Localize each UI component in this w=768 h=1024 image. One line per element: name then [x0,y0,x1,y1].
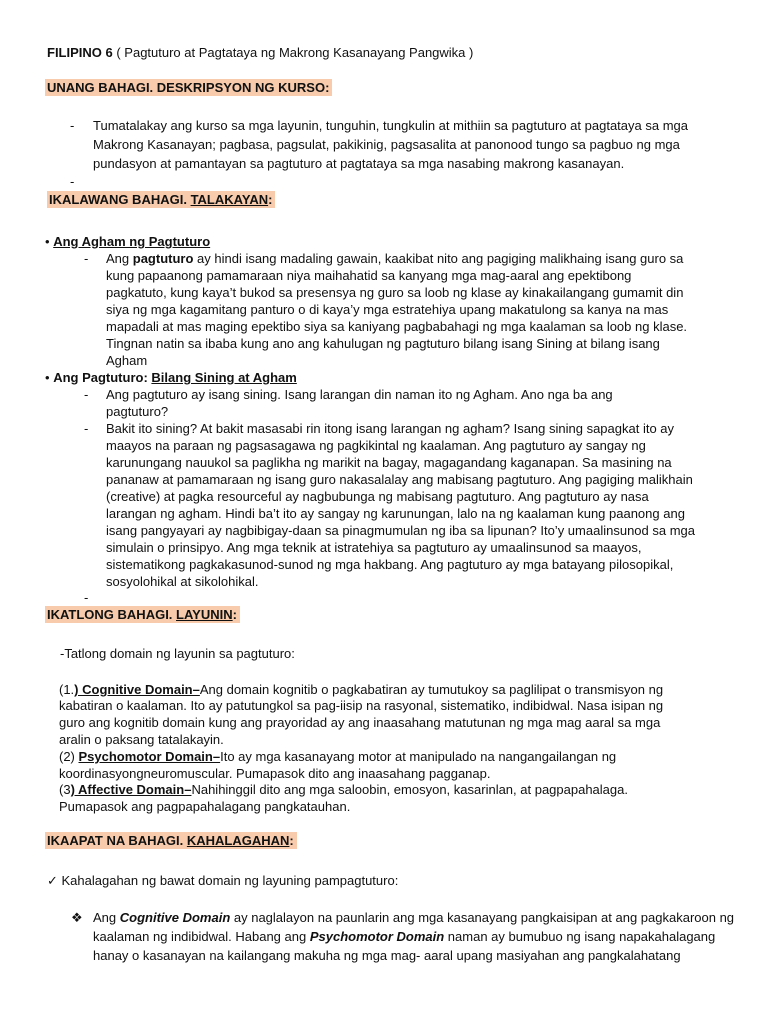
course-description-line: pundasyon at pamantayan sa pagtuturo at pagtataya sa mga nasabing makrong kasanayan. [93,156,625,171]
paragraph-line: Ang pagtuturo ay isang sining. Isang larangan din naman ito ng Agham. Ano nga ba ang [106,387,613,402]
list-dash: - [84,421,89,436]
paragraph-line: hanay o kasanayan na kailangang makuha ng mga mag- aaral upang masiyahan ang pangkalahatang [93,948,681,963]
paragraph-line: koordinasyongneuromuscular. Pumapasok dito ang inaasahang pagganap. [59,766,491,781]
affective-domain-line: (3) Affective Domain–Nahihinggil dito ang mga saloobin, emosyon, kasarinlan, at pagpapahalaga. [59,782,628,797]
paragraph-line: simulain o prinsipyo. Ang mga teknik at istratehiya sa pagtuturo ay umaalinsunod sa maayos, [106,540,642,555]
section-1-heading: UNANG BAHAGI. DESKRIPSYON NG KURSO: [45,79,332,96]
section-2-heading: IKALAWANG BAHAGI. TALAKAYAN: [47,191,275,208]
course-description-line: Makrong Kasanayan; pagbasa, pagsulat, pakikinig, pagsasalita at panonood tungo sa pagbuo ng mga [93,137,680,152]
paragraph-line: aralin o paksang tatalakayin. [59,732,224,747]
paragraph-line: sistematikong pagkakasunod-sunod ng mga hakbang. Ang pagtuturo ay mga batayang pilosopikal, [106,557,674,572]
document-title: FILIPINO 6 ( Pagtuturo at Pagtataya ng Makrong Kasanayang Pangwika ) [47,45,474,60]
paragraph-line: Tingnan natin sa ibaba kung ano ang kahulugan ng pagtuturo bilang isang Sining at bilang isang [106,336,660,351]
paragraph-line: maayos na paraan ng pagsasagawa ng pagkikintal ng kaalaman. Ang pagtuturo ay sangay ng [106,438,646,453]
list-dash: - [84,251,89,266]
section-4-heading: IKAAPAT NA BAHAGI. KAHALAGAHAN: [45,832,297,849]
paragraph-line: Pumapasok ang pagpapahalagang pangkatauhan. [59,799,351,814]
course-description-line: Tumatalakay ang kurso sa mga layunin, tunguhin, tungkulin at mithiin sa pagtuturo at pagtataya sa mga [93,118,688,133]
paragraph-line: pananaw at pamamaraan ng isang guro nakasalalay ang mabisang pagtuturo. Ang pagiging malikhain [106,472,693,487]
paragraph-line: Agham [106,353,148,368]
diamond-bullet-icon: ❖ [71,910,83,925]
paragraph-line: guro ang kognitib domain kung ang prayoridad ay ang inaasahang matutunan ng mga mag aaral sa mga [59,715,661,730]
paragraph-line: larangan ng agham. Hindi ba’t ito ay sangay ng karunungan, lalo na ng kaalaman kung paanong ang [106,506,685,521]
domains-intro: -Tatlong domain ng layunin sa pagtuturo: [60,646,295,661]
list-dash: - [84,387,89,402]
bullet-heading-agham: • Ang Agham ng Pagtuturo [45,234,211,249]
paragraph-line: kung papaanong pamamaraan niya maihahatid sa kanyang mga mag-aaral ang epektibong [106,268,632,283]
paragraph-line: kaalaman ng indibidwal. Habang ang Psychomotor Domain naman ay bumubuo ng isang napakahalagang [93,929,716,944]
paragraph-line: sosyolohikal at sikolohikal. [106,574,259,589]
paragraph-line: pagtuturo? [106,404,169,419]
psychomotor-domain-line: (2) Psychomotor Domain–Ito ay mga kasanayang motor at manipulado na nangangailangan ng [59,749,617,764]
paragraph-line: karunungang nauukol sa paglikha ng marikit na bagay, magagandang kaganapan. Sa masining na [106,455,672,470]
list-dash: - [70,174,75,189]
paragraph-line: (creative) at pagka resourceful ay nagbubunga ng mabisang pagtuturo. Ang pagtuturo ay nasa [106,489,649,504]
paragraph-line: Ang pagtuturo ay hindi isang madaling gawain, kaakibat nito ang pagiging malikhaing isang guro sa [106,251,684,266]
list-dash: - [84,590,89,605]
bullet-heading-sining: • Ang Pagtuturo: Bilang Sining at Agham [45,370,297,385]
paragraph-line: Bakit ito sining? At bakit masasabi rin itong isang larangan ng agham? Isang sining sapagkat ito ay [106,421,675,436]
paragraph-line: pagkatuto, kung kaya’t bukod sa presensya ng guro sa loob ng klase ay kinakailangang gumamit din [106,285,684,300]
paragraph-line: mapadali at mas maging epektibo siya sa kaniyang pagbabahagi ng mga kaalaman sa loob ng klase. [106,319,688,334]
section-3-heading: IKATLONG BAHAGI. LAYUNIN: [45,606,240,623]
paragraph-line: kabatiran o kaalaman. Ito ay patutungkol sa pag-iisip na rasyonal, sistematiko, indibidwal. Nasa isipan ng [59,698,664,713]
paragraph-line: siya ng mga kagamitang panturo o di kaya’y mga estratehiya upang makatulong sa kanya na mas [106,302,669,317]
cognitive-domain-line: (1.) Cognitive Domain–Ang domain kognitib o pagkabatiran ay tumutukoy sa paglilipat o transmisyon ng [59,682,664,697]
paragraph-line: Ang Cognitive Domain ay naglalayon na paunlarin ang mga kasanayang pangkaisipan at ang pagkakaroon ng [93,910,735,925]
paragraph-line: isang pangyayari ay nagbibigay-daan sa pinagmumulan ng iba sa lipunan? Ito’y umaalinsunod sa mga [106,523,695,538]
list-dash: - [70,118,75,133]
check-line: ✓ Kahalagahan ng bawat domain ng layuning pampagtuturo: [47,873,399,888]
